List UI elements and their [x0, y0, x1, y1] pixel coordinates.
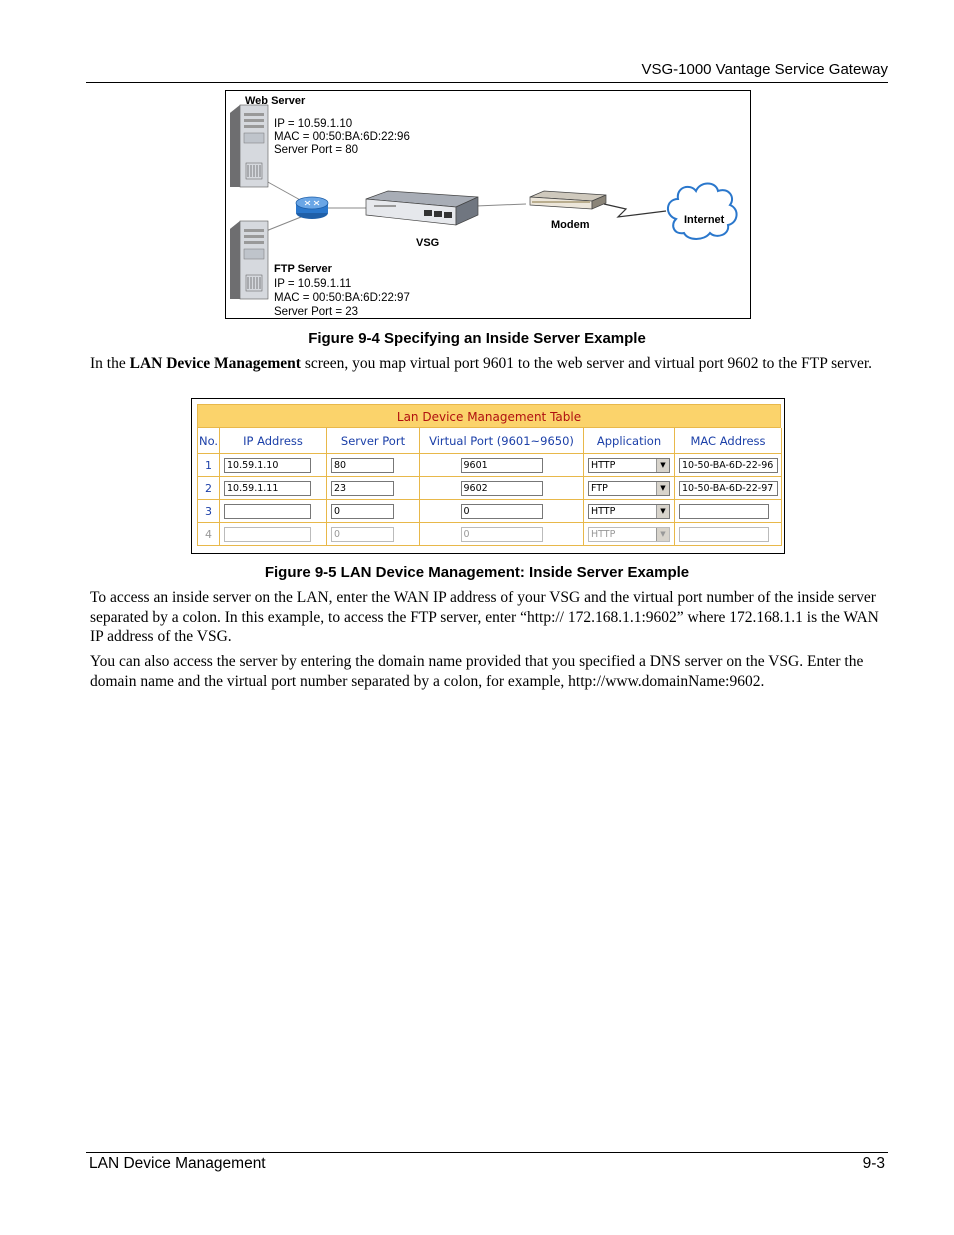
- link-modem-internet: [604, 204, 666, 217]
- web-server-port: Server Port = 80: [274, 144, 359, 156]
- table-row: [198, 454, 782, 477]
- column-header: MAC Address: [675, 428, 782, 454]
- application-value: HTTP: [591, 505, 616, 517]
- application-select[interactable]: [588, 458, 670, 473]
- dropdown-arrow-icon: ▼: [656, 528, 669, 541]
- mac-address-field[interactable]: [679, 527, 769, 542]
- para-text: In the: [90, 355, 130, 372]
- virtual-port-field[interactable]: 9601: [461, 458, 543, 473]
- row-number: 1: [198, 454, 220, 477]
- router-icon: [296, 197, 328, 219]
- server-port-field[interactable]: 0: [331, 504, 394, 519]
- web-server-ip: IP = 10.59.1.10: [274, 118, 353, 130]
- column-header: No.: [198, 428, 220, 454]
- row-number: 4: [198, 523, 220, 546]
- vsg-label: VSG: [416, 237, 440, 249]
- application-value: HTTP: [591, 528, 616, 540]
- application-value: HTTP: [591, 459, 616, 471]
- table-row: [198, 500, 782, 523]
- table-row: [198, 477, 782, 500]
- internet-cloud-icon: [668, 184, 737, 240]
- server-port-field[interactable]: 23: [331, 481, 394, 496]
- figure-caption: Figure 9-5 LAN Device Management: Inside Server Example: [264, 564, 690, 581]
- internet-label: Internet: [684, 214, 725, 226]
- ip-address-field[interactable]: [224, 527, 311, 542]
- ftp-server-title: FTP Server: [274, 263, 332, 275]
- virtual-port-field[interactable]: 0: [461, 527, 543, 542]
- column-header: Server Port: [327, 428, 420, 454]
- application-select[interactable]: [588, 527, 670, 542]
- virtual-port-field[interactable]: 0: [461, 504, 543, 519]
- para-text: screen, you map virtual port 9601 to the web server and virtual port 9602 to the FTP server.: [300, 355, 873, 372]
- ip-address-field[interactable]: [224, 504, 311, 519]
- para-bold: LAN Device Management: [129, 355, 301, 372]
- application-select[interactable]: [588, 481, 670, 496]
- dropdown-arrow-icon: ▼: [656, 505, 669, 518]
- table-header-row: [198, 428, 782, 454]
- mac-address-field[interactable]: 10-50-BA-6D-22-96: [679, 458, 778, 473]
- lan-device-management-table: [197, 404, 781, 546]
- figure-caption: Figure 9-4 Specifying an Inside Server Example: [308, 330, 646, 347]
- network-diagram: [225, 90, 751, 319]
- column-header: IP Address: [220, 428, 327, 454]
- ip-address-field[interactable]: 10.59.1.11: [224, 481, 311, 496]
- table-row: [198, 523, 782, 546]
- row-number: 2: [198, 477, 220, 500]
- column-header: Virtual Port (9601~9650): [420, 428, 584, 454]
- dropdown-arrow-icon: ▼: [656, 482, 669, 495]
- page-footer: [86, 1152, 888, 1172]
- web-server-mac: MAC = 00:50:BA:6D:22:96: [274, 131, 410, 143]
- ip-address-field[interactable]: 10.59.1.10: [224, 458, 311, 473]
- row-number: 3: [198, 500, 220, 523]
- network-diagram-svg: [226, 91, 750, 318]
- column-header: Application: [584, 428, 675, 454]
- page-header: [86, 60, 888, 83]
- lan-device-management-screenshot: [191, 398, 785, 554]
- ftp-server-ip: IP = 10.59.1.11: [274, 278, 352, 290]
- link-vsg-modem: [476, 204, 526, 206]
- modem-icon: [530, 191, 606, 209]
- application-value: FTP: [591, 482, 608, 494]
- server-port-field[interactable]: 0: [331, 527, 394, 542]
- mac-address-field[interactable]: 10-50-BA-6D-22-97: [679, 481, 778, 496]
- application-select[interactable]: [588, 504, 670, 519]
- header-title: VSG-1000 Vantage Service Gateway: [641, 61, 888, 78]
- page-number: 9-3: [862, 1155, 885, 1172]
- table-title: Lan Device Management Table: [197, 404, 781, 428]
- web-server-title: Web Server: [245, 95, 306, 107]
- server-port-field[interactable]: 80: [331, 458, 394, 473]
- footer-section-title: LAN Device Management: [89, 1155, 266, 1172]
- paragraph-access: To access an inside server on the LAN, enter the WAN IP address of your VSG and the virtual port number of the inside server separated by a colon. In this example, to access the FTP server, enter “http:// 172.168.1.1:9602” where 172.168.1.1 is the WAN IP address of the VSG.: [90, 589, 879, 645]
- device-table: [197, 428, 782, 546]
- modem-label: Modem: [551, 219, 590, 231]
- ftp-server-mac: MAC = 00:50:BA:6D:22:97: [274, 292, 410, 304]
- mac-address-field[interactable]: [679, 504, 769, 519]
- vsg-device-icon: [366, 191, 478, 225]
- virtual-port-field[interactable]: 9602: [461, 481, 543, 496]
- dropdown-arrow-icon: ▼: [656, 459, 669, 472]
- ftp-server-icon: [230, 221, 268, 299]
- ftp-server-port: Server Port = 23: [274, 306, 359, 318]
- paragraph-intro: [90, 354, 890, 374]
- paragraph-domain: You can also access the server by entering the domain name provided that you specified a DNS server on the VSG. Enter the domain name and the virtual port number separated by a colon, for example, http://www.domainName:9602.: [90, 653, 864, 690]
- web-server-icon: [230, 105, 268, 187]
